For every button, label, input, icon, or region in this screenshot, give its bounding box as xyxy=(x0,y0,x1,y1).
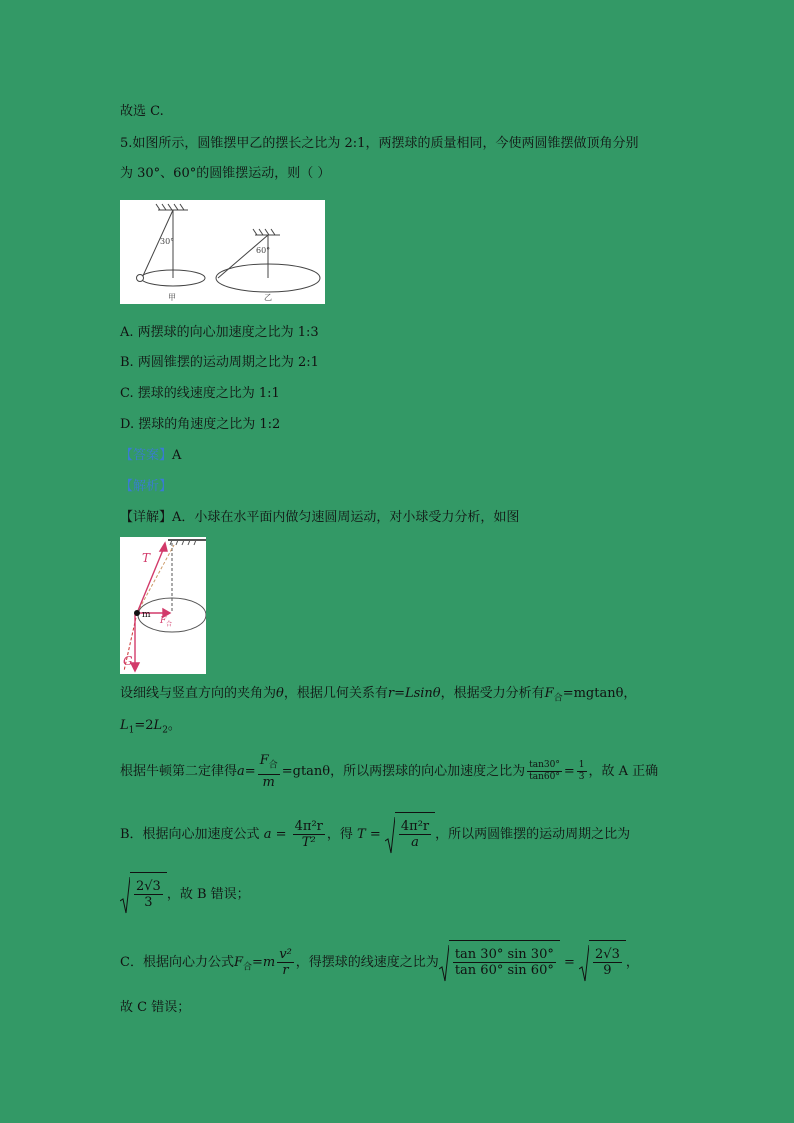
period-sqrt-num: 4π²r xyxy=(400,819,430,834)
velocity-result-num: 2√3 xyxy=(595,947,620,962)
period-text-c: ，所以两圆锥摆的运动周期之比为 xyxy=(435,827,631,842)
option-d: D. 摆球的角速度之比为 1:2 xyxy=(120,417,281,432)
force-diagram xyxy=(120,537,206,674)
period-fraction-den: T² xyxy=(301,835,316,850)
question-line-2: 为 30°、60°的圆锥摆运动，则（ ） xyxy=(120,166,331,181)
velocity-end: ， xyxy=(625,955,639,970)
mass-label: m xyxy=(142,610,151,620)
angle-label-b: 60° xyxy=(256,246,271,255)
option-c: C. 摆球的线速度之比为 1:1 xyxy=(120,386,280,401)
newton-eq: = xyxy=(244,764,256,779)
newton-rest: =gtanθ，所以两摆球的向心加速度之比为 xyxy=(281,764,526,779)
newton-end: ，故 A 正确 xyxy=(588,764,659,779)
newton-a: a xyxy=(237,764,245,779)
velocity-F: F xyxy=(233,955,243,970)
period-T: T = xyxy=(357,827,381,842)
length-ratio-line xyxy=(120,718,181,739)
newton-den-m: m xyxy=(262,774,275,790)
radical-sign-icon xyxy=(579,943,589,983)
newton-text: 根据牛顿第二定律得 xyxy=(120,764,238,779)
L-eq: =2 xyxy=(134,718,154,733)
angle-label-a: 30° xyxy=(160,237,175,246)
theta-text-b: ，根据几何关系有 xyxy=(283,686,388,701)
r-expression: r=Lsinθ xyxy=(387,686,441,701)
velocity-fraction-den: r xyxy=(282,963,289,978)
velocity-F-sub: 合 xyxy=(242,962,252,973)
theta-line xyxy=(120,686,636,707)
force-figure xyxy=(120,537,206,674)
velocity-eqm: =m xyxy=(252,955,276,970)
theta-symbol: θ xyxy=(276,686,284,701)
velocity-sqrt-num: tan 30° sin 30° xyxy=(454,947,554,962)
ratio-result-num: 1 xyxy=(578,760,585,770)
pendulum-figure xyxy=(120,200,325,304)
L2: L xyxy=(153,718,163,733)
velocity-sqrt xyxy=(439,940,560,985)
force-symbol: F xyxy=(544,686,554,701)
velocity-text-a: C．根据向心力公式 xyxy=(120,955,234,970)
velocity-sqrt-den: tan 60° sin 60° xyxy=(454,963,554,978)
newton-num-F: F xyxy=(259,753,269,769)
answer-value: A xyxy=(172,448,182,463)
velocity-text-b: ，得摆球的线速度之比为 xyxy=(295,955,439,970)
L1-sub: 1 xyxy=(128,725,135,736)
velocity-result-den: 9 xyxy=(603,963,612,978)
ratio-result xyxy=(577,760,587,783)
radical-sign-icon xyxy=(439,943,449,983)
period-sqrt-den: a xyxy=(411,835,419,850)
label-jia: 甲 xyxy=(168,293,176,302)
period-ratio-sqrt xyxy=(120,872,167,917)
period-ratio-den: 3 xyxy=(144,895,153,910)
newton-num-sub: 合 xyxy=(268,760,278,771)
period-ratio-line xyxy=(120,872,250,917)
net-force-sub: 合 xyxy=(166,621,173,628)
label-yi: 乙 xyxy=(264,293,272,302)
analysis-tag: 【解析】 xyxy=(120,479,173,494)
ratio-eq: = xyxy=(563,764,575,779)
question-line-1: 5.如图所示，圆锥摆甲乙的摆长之比为 2:1，两摆球的质量相同，今使两圆锥摆做顶角分别 xyxy=(120,136,639,151)
L-end: 。 xyxy=(167,718,181,733)
period-ratio-end: ，故 B 错误； xyxy=(166,887,250,902)
L1: L xyxy=(120,718,129,733)
radical-sign-icon xyxy=(120,875,130,915)
period-text-a: B．根据向心加速度公式 xyxy=(120,827,260,842)
velocity-eq: = xyxy=(563,955,575,970)
period-lhs: a = xyxy=(263,827,287,842)
net-force-label: F xyxy=(160,616,167,626)
period-fraction xyxy=(293,819,325,850)
velocity-line xyxy=(120,940,639,990)
period-fraction-num: 4π²r xyxy=(294,819,323,834)
force-sub: 合 xyxy=(553,693,563,704)
velocity-result-sqrt xyxy=(579,940,626,985)
force-expression: =mgtanθ， xyxy=(562,686,637,701)
detail-line: 【详解】A．小球在水平面内做匀速圆周运动，对小球受力分析，如图 xyxy=(120,510,520,525)
answer-tag: 【答案】 xyxy=(120,448,173,463)
ratio-fraction xyxy=(527,760,562,783)
velocity-fraction xyxy=(277,947,294,978)
previous-answer: 故选 C. xyxy=(120,104,164,119)
velocity-fraction-num: v² xyxy=(279,947,292,962)
c-conclusion: 故 C 错误； xyxy=(120,1000,191,1015)
theta-text-c: ，根据受力分析有 xyxy=(440,686,545,701)
theta-text-a: 设细线与竖直方向的夹角为 xyxy=(120,686,277,701)
answer-line xyxy=(120,448,181,464)
gravity-label: G xyxy=(123,654,133,668)
newton-fraction xyxy=(258,753,280,790)
period-sqrt xyxy=(385,812,435,857)
period-text-b: ，得 xyxy=(326,827,353,842)
option-a: A. 两摆球的向心加速度之比为 1:3 xyxy=(120,325,319,340)
ratio-num: tan30° xyxy=(529,760,560,770)
radical-sign-icon xyxy=(385,815,395,855)
ratio-den: tan60° xyxy=(529,772,560,782)
period-ratio-num: 2√3 xyxy=(136,879,161,894)
option-b: B. 两圆锥摆的运动周期之比为 2:1 xyxy=(120,355,319,370)
tension-label: T xyxy=(142,551,151,565)
conical-pendulum-diagram xyxy=(120,200,325,304)
period-line xyxy=(120,812,630,857)
ratio-result-den: 3 xyxy=(578,772,585,782)
L2-sub: 2 xyxy=(162,725,168,736)
newton-line xyxy=(120,752,658,792)
